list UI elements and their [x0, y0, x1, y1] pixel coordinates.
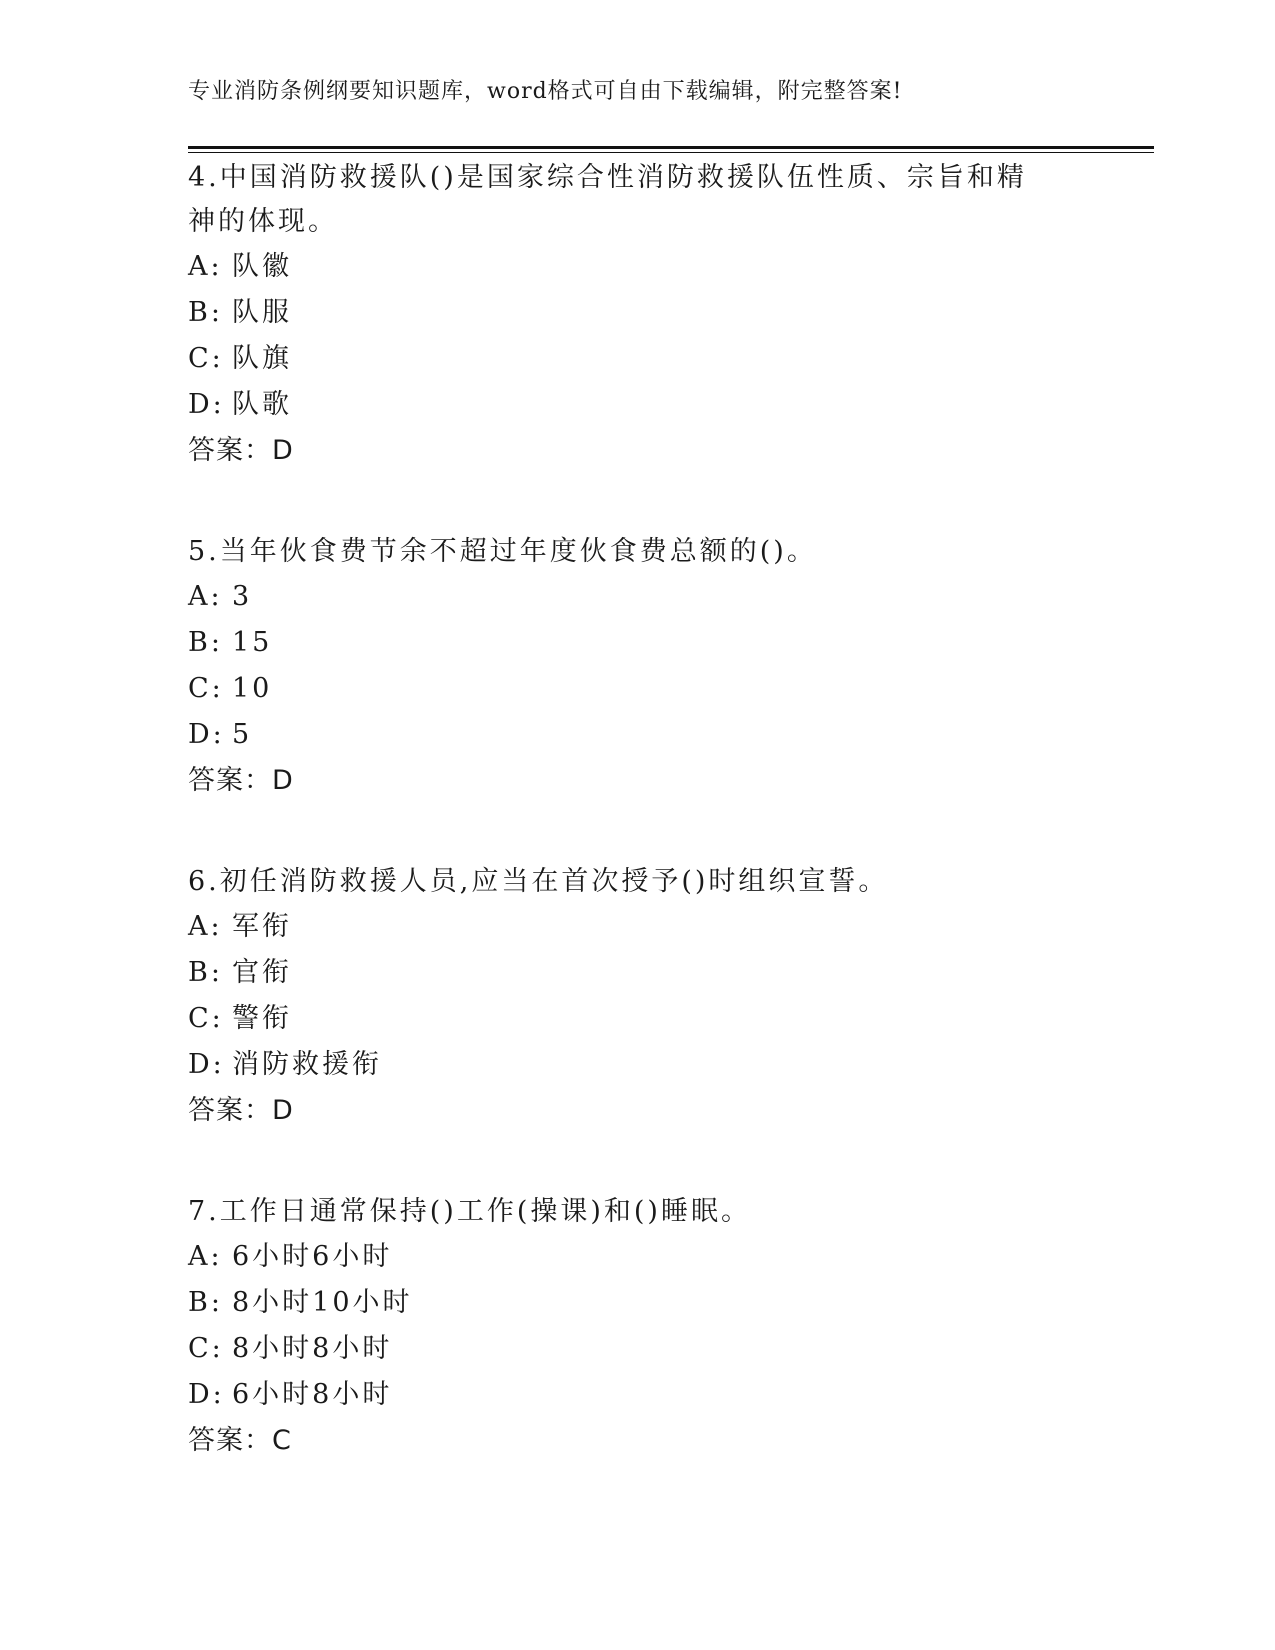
answer-line: 答案：D — [188, 1095, 294, 1126]
option-key: D: — [188, 389, 225, 420]
option-text: 官衔 — [232, 957, 292, 988]
option-text: 10 — [232, 673, 273, 704]
option-b — [188, 1280, 1088, 1326]
answer-line: 答案：D — [188, 765, 294, 796]
option-d — [188, 1372, 1088, 1418]
option-text: 队旗 — [232, 343, 292, 374]
option-b — [188, 950, 1088, 996]
option-d — [188, 712, 1088, 758]
option-c — [188, 336, 1088, 382]
header-divider — [188, 146, 1154, 149]
option-a — [188, 244, 1088, 290]
option-c — [188, 996, 1088, 1042]
option-key: A: — [188, 251, 223, 282]
option-text: 队服 — [232, 297, 292, 328]
answer-line: 答案：D — [188, 435, 294, 466]
question-5 — [188, 530, 1088, 804]
option-text: 警衔 — [232, 1003, 292, 1034]
option-key: D: — [188, 1379, 225, 1410]
question-6 — [188, 860, 1088, 1134]
option-a — [188, 574, 1088, 620]
option-text: 消防救援衔 — [232, 1049, 382, 1080]
question-4 — [188, 156, 1088, 474]
answer-line: 答案：C — [188, 1425, 292, 1456]
question-list — [188, 156, 1088, 1520]
question-7 — [188, 1190, 1088, 1464]
option-b — [188, 290, 1088, 336]
option-c — [188, 666, 1088, 712]
option-key: A: — [188, 1241, 223, 1272]
option-key: A: — [188, 911, 223, 942]
option-key: B: — [188, 627, 223, 658]
option-key: D: — [188, 1049, 225, 1080]
option-text: 队徽 — [232, 251, 292, 282]
option-text: 8小时10小时 — [232, 1287, 413, 1318]
option-a — [188, 904, 1088, 950]
option-d — [188, 1042, 1088, 1088]
option-text: 3 — [232, 581, 253, 612]
option-key: B: — [188, 957, 223, 988]
option-key: D: — [188, 719, 225, 750]
option-text: 队歌 — [232, 389, 292, 420]
option-b — [188, 620, 1088, 666]
option-key: B: — [188, 1287, 223, 1318]
option-key: A: — [188, 581, 223, 612]
option-a — [188, 1234, 1088, 1280]
question-stem: 7.工作日通常保持()工作(操课)和()睡眠。 — [188, 1196, 751, 1227]
header-divider-thin — [188, 152, 1154, 153]
option-key: C: — [188, 673, 224, 704]
page-header: 专业消防条例纲要知识题库，word格式可自由下载编辑，附完整答案! — [188, 79, 903, 104]
question-stem: 5.当年伙食费节余不超过年度伙食费总额的()。 — [188, 536, 817, 567]
option-key: C: — [188, 343, 224, 374]
option-c — [188, 1326, 1088, 1372]
question-stem: 4.中国消防救援队()是国家综合性消防救援队伍性质、宗旨和精神的体现。 — [188, 162, 1027, 237]
question-stem: 6.初任消防救援人员,应当在首次授予()时组织宣誓。 — [188, 866, 889, 897]
option-text: 6小时6小时 — [232, 1241, 393, 1272]
option-key: C: — [188, 1003, 224, 1034]
option-key: C: — [188, 1333, 224, 1364]
option-text: 6小时8小时 — [232, 1379, 393, 1410]
option-key: B: — [188, 297, 223, 328]
option-text: 军衔 — [232, 911, 292, 942]
option-d — [188, 382, 1088, 428]
option-text: 8小时8小时 — [232, 1333, 393, 1364]
option-text: 15 — [232, 627, 273, 658]
option-text: 5 — [232, 719, 253, 750]
